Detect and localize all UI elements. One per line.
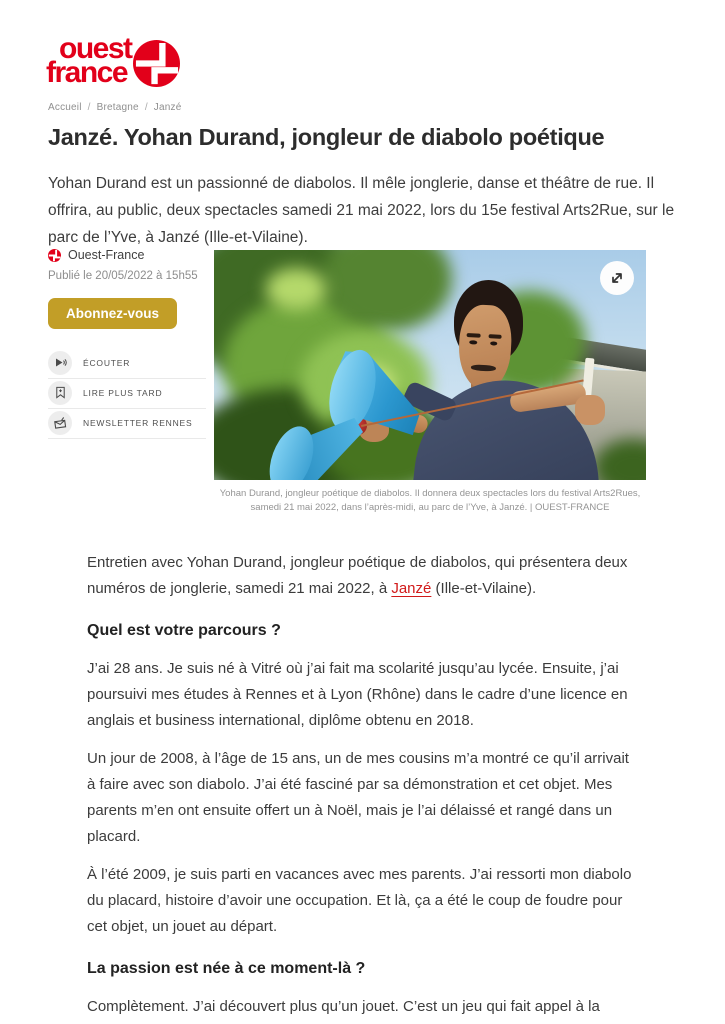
subscribe-button[interactable]: Abonnez-vous bbox=[48, 298, 177, 329]
author-row[interactable] bbox=[48, 248, 144, 262]
breadcrumb-separator: / bbox=[144, 102, 148, 113]
article-body bbox=[87, 550, 639, 1024]
author-name[interactable]: Ouest-France bbox=[68, 248, 145, 262]
breadcrumb-item-bretagne[interactable]: Bretagne bbox=[96, 102, 139, 113]
newsletter-button[interactable] bbox=[48, 409, 206, 439]
ouest-france-logo-text bbox=[46, 31, 132, 89]
page-title: Janzé. Yohan Durand, jongleur de diabolo poétique bbox=[48, 124, 605, 150]
expand-photo-button[interactable] bbox=[600, 261, 634, 295]
body-paragraph: J’ai 28 ans. Je suis né à Vitré où j’ai fait ma scolarité jusqu’au lycée. Ensuite, j’ai poursuivi mes études à Rennes et à Lyon (Rhône) dans le cadre d’une licence en anglais et business international, diplôme obtenu en 2018. bbox=[87, 660, 628, 729]
body-paragraph: Complètement. J’ai découvert plus qu’un jouet. C’est un jeu qui fait appel à la bbox=[87, 998, 600, 1015]
body-paragraph: Un jour de 2008, à l’âge de 15 ans, un de mes cousins m’a montré ce qu’il arrivait à faire avec son diabolo. J’ai été fasciné par sa démonstration et cet objet. Mes parents m’en ont ensuite offert un à Noël, mais je l’ai délaissé et rangé dans un placard. bbox=[87, 750, 629, 845]
logo-line-1: ouest bbox=[59, 31, 132, 65]
newsletter-label: NEWSLETTER RENNES bbox=[83, 417, 193, 428]
article-actions bbox=[48, 349, 206, 439]
ouest-france-mini-icon bbox=[48, 249, 61, 262]
breadcrumb-item-janze[interactable]: Janzé bbox=[153, 102, 182, 113]
janze-link[interactable]: Janzé bbox=[391, 580, 432, 597]
logo-line-2: france bbox=[46, 55, 128, 89]
section-heading-passion: La passion est née à ce moment-là ? bbox=[87, 960, 366, 977]
publish-date: Publié le 20/05/2022 à 15h55 bbox=[48, 270, 198, 282]
breadcrumb-item-accueil[interactable]: Accueil bbox=[48, 102, 82, 113]
ouest-france-logo[interactable] bbox=[46, 31, 180, 89]
read-later-button[interactable] bbox=[48, 379, 206, 409]
article-photo-figure bbox=[214, 250, 646, 516]
body-paragraph-intro-tail: (Ille-et-Vilaine). bbox=[431, 580, 537, 597]
body-paragraph: À l’été 2009, je suis parti en vacances avec mes parents. J’ai ressorti mon diabolo du placard, histoire d’avoir une occupation. Et là, ça a été le coup de foudre pour cet objet, un jouet au départ. bbox=[87, 866, 632, 935]
photo-caption: Yohan Durand, jongleur poétique de diabolos. Il donnera deux spectacles lors du festival Arts2Rues, samedi 21 mai 2022, dans l’après-midi, au parc de l’Yve, à Janzé. | OUEST-FRANCE bbox=[219, 488, 641, 514]
bookmark-plus-icon bbox=[48, 381, 72, 405]
play-icon bbox=[48, 351, 72, 375]
body-paragraph-intro-text: Entretien avec Yohan Durand, jongleur poétique de diabolos, qui présentera deux numéros de jonglerie, samedi 21 mai 2022, à bbox=[87, 554, 628, 597]
body-paragraph-intro bbox=[87, 550, 639, 602]
breadcrumb-separator: / bbox=[87, 102, 91, 113]
listen-label: ÉCOUTER bbox=[83, 357, 131, 368]
ouest-france-logo-icon bbox=[133, 40, 180, 87]
section-heading-parcours: Quel est votre parcours ? bbox=[87, 622, 281, 639]
breadcrumb bbox=[48, 102, 181, 113]
newsletter-icon bbox=[48, 411, 72, 435]
read-later-label: LIRE PLUS TARD bbox=[83, 387, 163, 398]
article-lead: Yohan Durand est un passionné de diabolos. Il mêle jonglerie, danse et théâtre de rue. Il offrira, au public, deux spectacles samedi 21 mai 2022, lors du 15e festival Arts2Rue, sur le parc de l’Yve, à Janzé (Ille-et-Vilaine). bbox=[48, 175, 675, 246]
article-photo[interactable] bbox=[214, 250, 646, 480]
listen-button[interactable] bbox=[48, 349, 206, 379]
